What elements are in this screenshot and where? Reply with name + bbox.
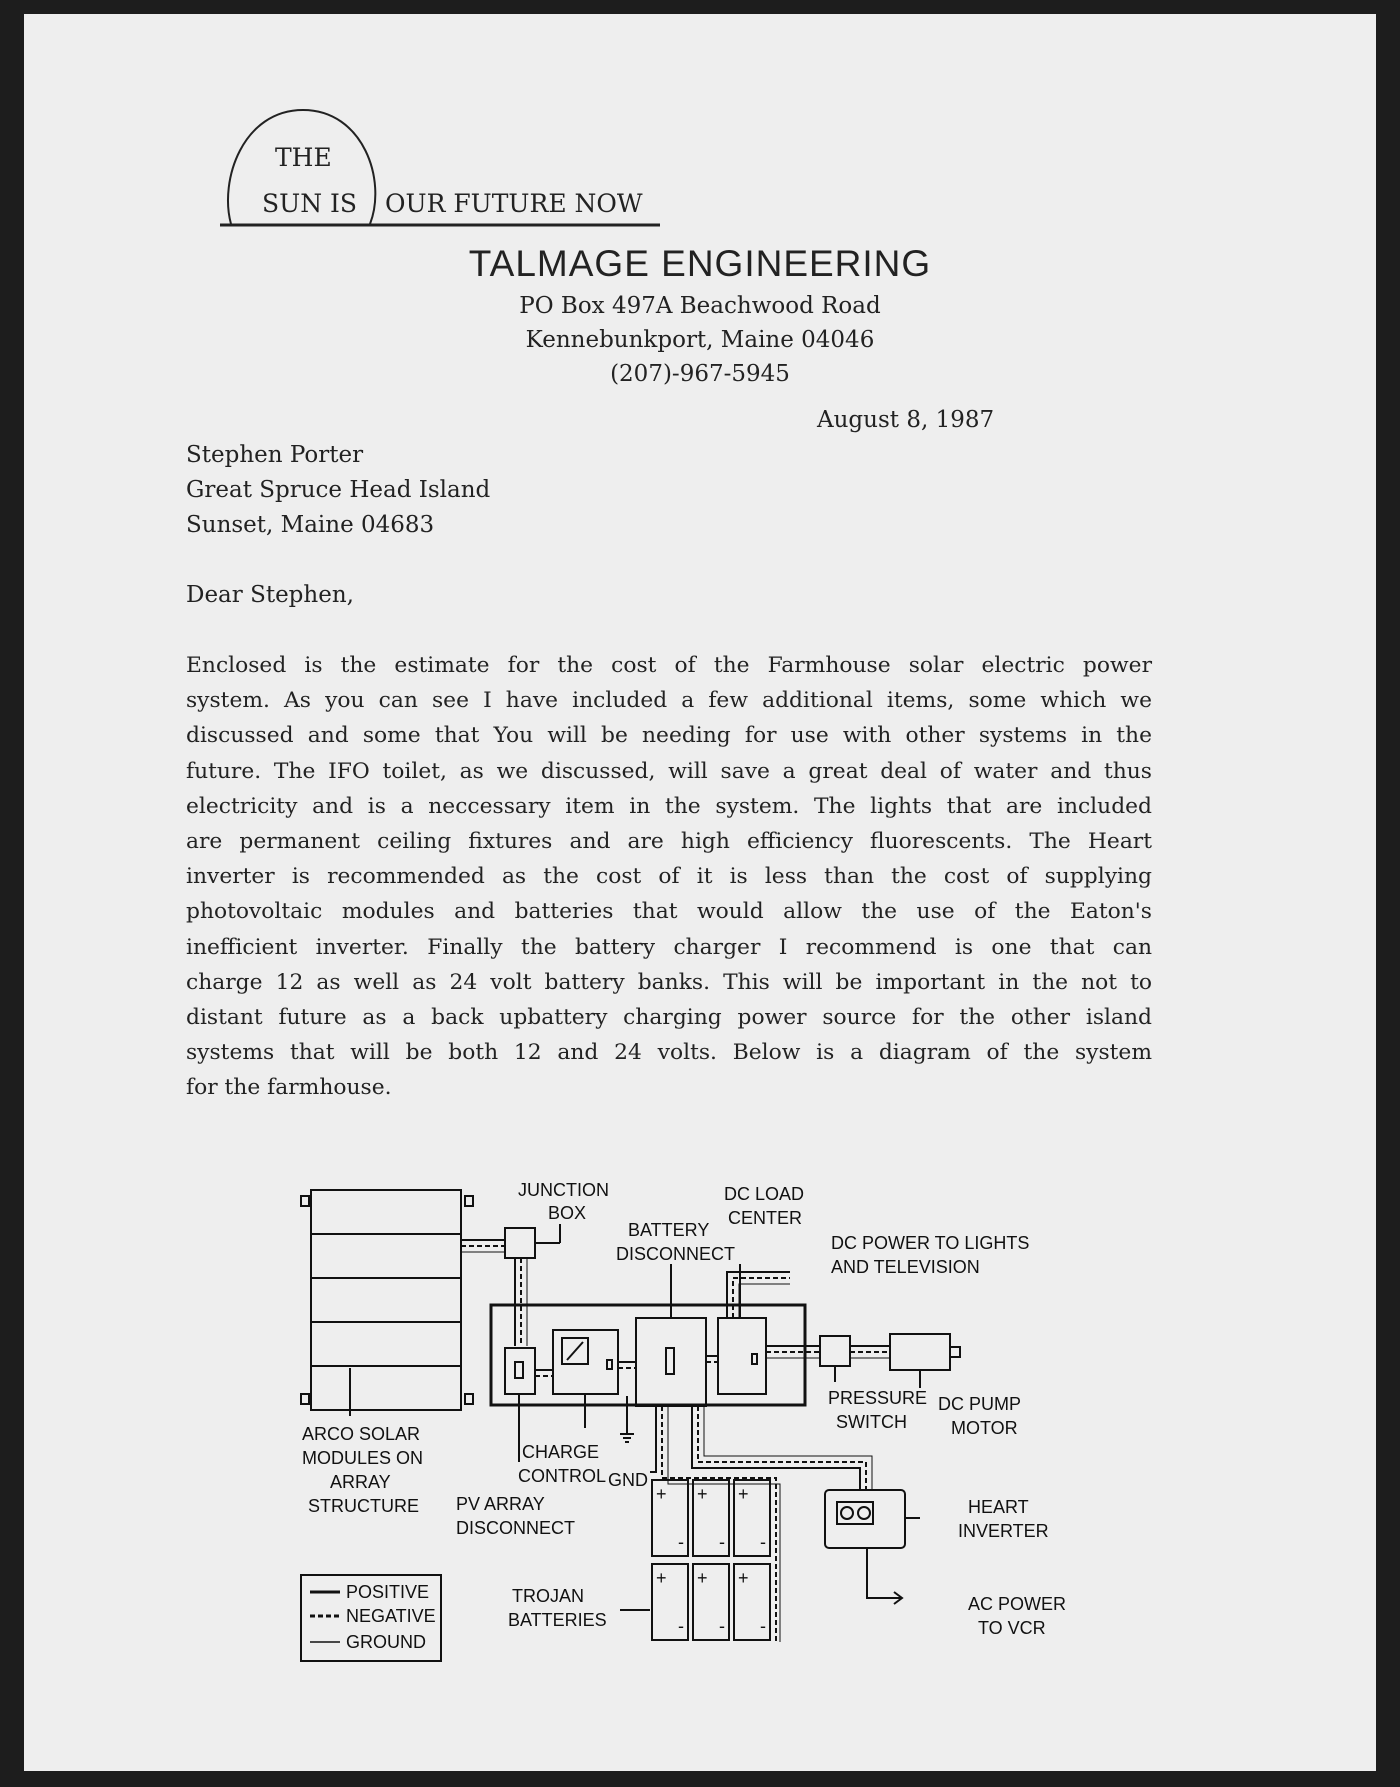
battery-minus: - <box>719 1616 725 1636</box>
logo-the: THE <box>275 143 332 172</box>
dc-load-center-label: CENTER <box>728 1208 803 1228</box>
pv-array-disconnect <box>505 1348 535 1394</box>
charge-control-label: CHARGE <box>522 1442 600 1462</box>
body-line: system. As you can see I have included a few additional items, some which we <box>186 688 1152 714</box>
phone-number: (207)-967-5945 <box>610 361 790 387</box>
pressure-switch-label: SWITCH <box>836 1412 907 1432</box>
legend-negative: NEGATIVE <box>346 1606 436 1626</box>
junction-box <box>505 1228 535 1258</box>
body-line: systems that will be both 12 and 24 volts. Below is a diagram of the system <box>186 1040 1152 1066</box>
body-line: are permanent ceiling fixtures and are high efficiency fluorescents. The Heart <box>186 828 1152 854</box>
body-line: distant future as a back upbattery charging power source for the other island <box>186 1004 1152 1030</box>
battery-plus: + <box>656 1484 667 1504</box>
pv-array-disconnect-label: DISCONNECT <box>456 1518 576 1538</box>
dc-pump-motor-label: MOTOR <box>951 1418 1018 1438</box>
dc-load-center-label: DC LOAD <box>724 1184 805 1204</box>
heart-inverter-label: INVERTER <box>958 1521 1049 1541</box>
battery-plus: + <box>656 1568 667 1588</box>
letter-date: August 8, 1987 <box>817 407 995 433</box>
dc-power-label: DC POWER TO LIGHTS <box>831 1233 1030 1253</box>
solar-modules <box>301 1190 473 1410</box>
pressure-switch <box>820 1336 850 1366</box>
arco-label: ARRAY <box>330 1472 391 1492</box>
gnd-label: GND <box>608 1470 648 1490</box>
dc-pump-motor <box>890 1334 950 1370</box>
body-line: future. The IFO toilet, as we discussed, will save a great deal of water and thus <box>186 758 1152 784</box>
dc-power-label: AND TELEVISION <box>831 1257 980 1277</box>
company-name: TALMAGE ENGINEERING <box>468 243 932 284</box>
recipient-city: Sunset, Maine 04683 <box>186 512 435 538</box>
dc-load-center <box>718 1318 766 1394</box>
battery-minus: - <box>678 1532 684 1552</box>
junction-box-label: BOX <box>548 1203 587 1223</box>
logo-our-future-now: OUR FUTURE NOW <box>385 189 643 218</box>
body-line: inefficient inverter. Finally the battery charger I recommend is one that can <box>186 934 1152 960</box>
battery-minus: - <box>760 1616 766 1636</box>
salutation: Dear Stephen, <box>186 582 354 608</box>
body-line: for the farmhouse. <box>186 1075 392 1101</box>
solar-system-diagram <box>290 1172 1080 1692</box>
battery-minus: - <box>760 1532 766 1552</box>
body-line: electricity and is a neccessary item in the system. The lights that are included <box>186 793 1152 819</box>
trojan-batteries-label: BATTERIES <box>508 1610 607 1630</box>
body-line: Enclosed is the estimate for the cost of the Farmhouse solar electric power <box>186 653 1152 678</box>
battery-minus: - <box>719 1532 725 1552</box>
dc-pump-motor-label: DC PUMP <box>938 1394 1022 1414</box>
battery-disconnect-label: DISCONNECT <box>616 1244 736 1264</box>
heart-inverter-label: HEART <box>968 1497 1029 1517</box>
pv-array-disconnect-label: PV ARRAY <box>456 1494 545 1514</box>
arco-label: STRUCTURE <box>308 1496 419 1516</box>
pressure-switch-label: PRESSURE <box>828 1388 928 1408</box>
junction-box-label: JUNCTION <box>518 1180 609 1200</box>
legend-positive: POSITIVE <box>346 1582 430 1602</box>
battery-plus: + <box>738 1484 749 1504</box>
charge-control-label: CONTROL <box>518 1466 607 1486</box>
body-line: inverter is recommended as the cost of it is less than the cost of supplying <box>186 864 1152 890</box>
arco-label: MODULES ON <box>302 1448 424 1468</box>
battery-disconnect <box>636 1318 706 1406</box>
battery-bank <box>652 1480 770 1640</box>
body-line: charge 12 as well as 24 volt battery banks. This will be important in the not to <box>186 969 1152 995</box>
battery-disconnect-label: BATTERY <box>628 1220 710 1240</box>
body-line: photovoltaic modules and batteries that would allow the use of the Eaton's <box>186 899 1152 925</box>
battery-plus: + <box>697 1568 708 1588</box>
trojan-batteries-label: TROJAN <box>512 1586 584 1606</box>
ac-power-label: TO VCR <box>978 1618 1046 1638</box>
logo-sun-is: SUN IS <box>262 189 358 218</box>
sun-logo <box>215 100 675 230</box>
legend-ground: GROUND <box>346 1632 426 1652</box>
battery-plus: + <box>697 1484 708 1504</box>
ac-power-label: AC POWER <box>968 1594 1067 1614</box>
recipient-street: Great Spruce Head Island <box>186 477 491 503</box>
letter-body <box>186 648 1152 1105</box>
arco-label: ARCO SOLAR <box>302 1424 421 1444</box>
address-line-1: PO Box 497A Beachwood Road <box>519 293 881 319</box>
recipient-name: Stephen Porter <box>186 442 364 468</box>
body-line: discussed and some that You will be needing for use with other systems in the <box>186 723 1152 749</box>
battery-plus: + <box>738 1568 749 1588</box>
battery-minus: - <box>678 1616 684 1636</box>
address-line-2: Kennebunkport, Maine 04046 <box>525 327 875 353</box>
diagram-legend <box>301 1575 441 1661</box>
